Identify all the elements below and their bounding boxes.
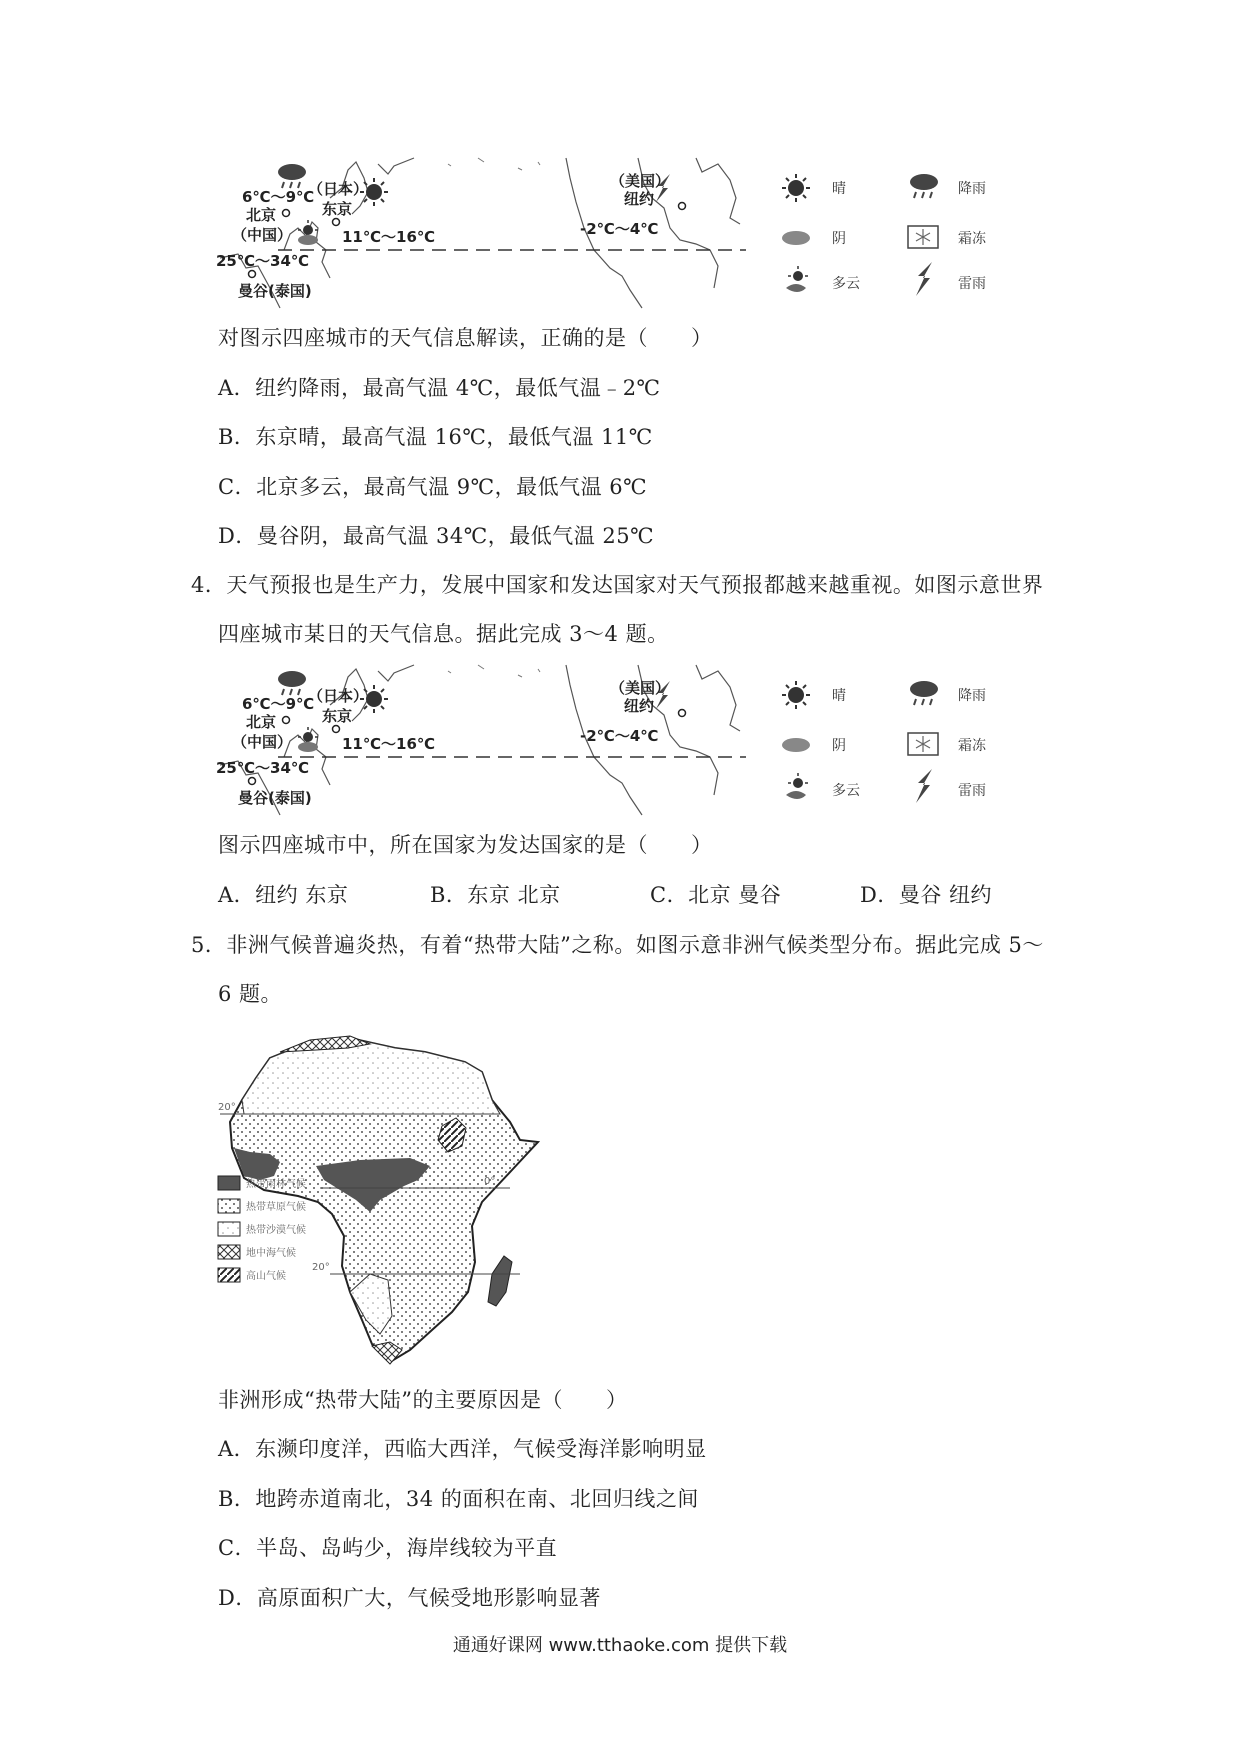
- legend-thunderstorm: 雷雨: [958, 276, 986, 292]
- q5-intro-line1: 5．非洲气候普遍炎热，有着“热带大陆”之称。如图示意非洲气候类型分布。据此完成 5～: [191, 933, 1044, 957]
- rain-icon: [910, 681, 938, 705]
- bangkok-temp: 25℃～34℃: [216, 252, 310, 270]
- newyork-label: 纽约: [624, 190, 655, 208]
- legend-frost: 霜冻: [958, 738, 986, 754]
- overcast-icon: [782, 231, 810, 245]
- legend-cloudy: 多云: [832, 783, 860, 799]
- bangkok-label: 曼谷(泰国): [238, 282, 312, 300]
- q5-option-b: B．地跨赤道南北，34 的面积在南、北回归线之间: [218, 1487, 699, 1511]
- lightning-icon: [916, 262, 932, 296]
- sun-icon: [782, 681, 810, 709]
- weather-map-2: [218, 665, 758, 815]
- tokyo-temp: 11℃～16℃: [342, 228, 436, 246]
- bangkok-temp: 25℃～34℃: [216, 759, 310, 777]
- legend-highland: 高山气候: [246, 1271, 286, 1282]
- q3-option-c: C．北京多云，最高气温 9℃，最低气温 6℃: [218, 475, 648, 499]
- q3-option-b: B．东京晴，最高气温 16℃，最低气温 11℃: [218, 425, 653, 449]
- q5-option-c: C．半岛、岛屿少，海岸线较为平直: [218, 1536, 558, 1560]
- japan-label: （日本）: [308, 687, 369, 705]
- bangkok-dot: [249, 271, 256, 278]
- q4-intro-line1: 4．天气预报也是生产力，发展中国家和发达国家对天气预报都越来越重视。如图示意世界: [191, 573, 1044, 597]
- legend-rain: 降雨: [958, 688, 986, 704]
- beijing-dot: [283, 210, 290, 217]
- q5-option-a: A．东濒印度洋，西临大西洋，气候受海洋影响明显: [218, 1437, 707, 1461]
- q3-option-a: A．纽约降雨，最高气温 4℃，最低气温﹣2℃: [218, 376, 661, 400]
- q4-option-d: D．曼谷 纽约: [860, 883, 993, 907]
- page-footer: 通通好课网 www.tthaoke.com 提供下载: [452, 1635, 788, 1656]
- q4-intro-line2: 四座城市某日的天气信息。据此完成 3～4 题。: [218, 622, 669, 646]
- latitude-20n-label: 20°: [218, 1102, 236, 1113]
- q4-option-c: C．北京 曼谷: [650, 883, 782, 907]
- legend-swatch-rainforest: [218, 1176, 240, 1190]
- tokyo-dot: [333, 726, 340, 733]
- legend-overcast: 阴: [832, 738, 846, 754]
- legend-sunny: 晴: [832, 688, 846, 704]
- legend-rainforest: 热带雨林气候: [246, 1179, 306, 1190]
- newyork-label: 纽约: [624, 697, 655, 715]
- china-label: （中国）: [232, 226, 293, 244]
- legend-swatch-highland: [218, 1268, 240, 1282]
- cloudy-icon: [786, 266, 808, 292]
- newyork-dot: [679, 203, 686, 210]
- legend-swatch-savanna: [218, 1199, 240, 1213]
- newyork-temp: -2℃～4℃: [580, 727, 659, 745]
- legend-swatch-desert: [218, 1222, 240, 1236]
- legend-cloudy: 多云: [832, 276, 860, 292]
- legend-swatch-mediterranean: [218, 1245, 240, 1259]
- tokyo-temp: 11℃～16℃: [342, 735, 436, 753]
- beijing-temp: 6℃～9℃: [242, 188, 315, 206]
- latitude-0-label: 0°: [484, 1176, 496, 1187]
- weather-legend-2: [770, 665, 1020, 815]
- tokyo-label: 东京: [322, 200, 353, 218]
- newyork-temp: -2℃～4℃: [580, 220, 659, 238]
- tokyo-label: 东京: [322, 707, 353, 725]
- frost-icon: [908, 226, 938, 248]
- legend-thunderstorm: 雷雨: [958, 783, 986, 799]
- q5-option-d: D．高原面积广大，气候受地形影响显著: [218, 1586, 601, 1610]
- bangkok-label: 曼谷(泰国): [238, 789, 312, 807]
- latitude-20s-label: 20°: [312, 1262, 330, 1273]
- legend-sunny: 晴: [832, 181, 846, 197]
- madagascar: [488, 1256, 512, 1306]
- q3-stem: 对图示四座城市的天气信息解读，正确的是（ ）: [218, 326, 713, 350]
- q4-option-b: B．东京 北京: [430, 883, 561, 907]
- rain-icon: [910, 174, 938, 198]
- bangkok-dot: [249, 778, 256, 785]
- frost-icon: [908, 733, 938, 755]
- q4-stem: 图示四座城市中，所在国家为发达国家的是（ ）: [218, 833, 713, 857]
- beijing-dot: [283, 717, 290, 724]
- legend-rain: 降雨: [958, 181, 986, 197]
- china-label: （中国）: [232, 733, 293, 751]
- sun-icon: [782, 174, 810, 202]
- overcast-icon: [782, 738, 810, 752]
- beijing-label: 北京: [246, 206, 277, 224]
- legend-frost: 霜冻: [958, 231, 986, 247]
- beijing-temp: 6℃～9℃: [242, 695, 315, 713]
- lightning-icon: [916, 769, 932, 803]
- tokyo-dot: [333, 219, 340, 226]
- q3-option-d: D．曼谷阴，最高气温 34℃，最低气温 25℃: [218, 524, 655, 548]
- newyork-dot: [679, 710, 686, 717]
- legend-desert: 热带沙漠气候: [246, 1225, 306, 1236]
- q4-option-a: A．纽约 东京: [218, 883, 349, 907]
- usa-label: （美国）: [610, 679, 671, 697]
- beijing-label: 北京: [246, 713, 277, 731]
- q5-stem: 非洲形成“热带大陆”的主要原因是（ ）: [218, 1388, 628, 1412]
- legend-overcast: 阴: [832, 231, 846, 247]
- japan-label: （日本）: [308, 180, 369, 198]
- cloudy-icon: [786, 773, 808, 799]
- africa-climate-map: [220, 1030, 590, 1370]
- weather-map-1: [218, 158, 758, 308]
- sahara-desert-zone: [242, 1038, 500, 1114]
- legend-mediterranean: 地中海气候: [246, 1248, 296, 1259]
- usa-label: （美国）: [610, 172, 671, 190]
- legend-savanna: 热带草原气候: [246, 1202, 306, 1213]
- q5-intro-line2: 6 题。: [218, 982, 283, 1006]
- weather-legend-1: [770, 158, 1020, 308]
